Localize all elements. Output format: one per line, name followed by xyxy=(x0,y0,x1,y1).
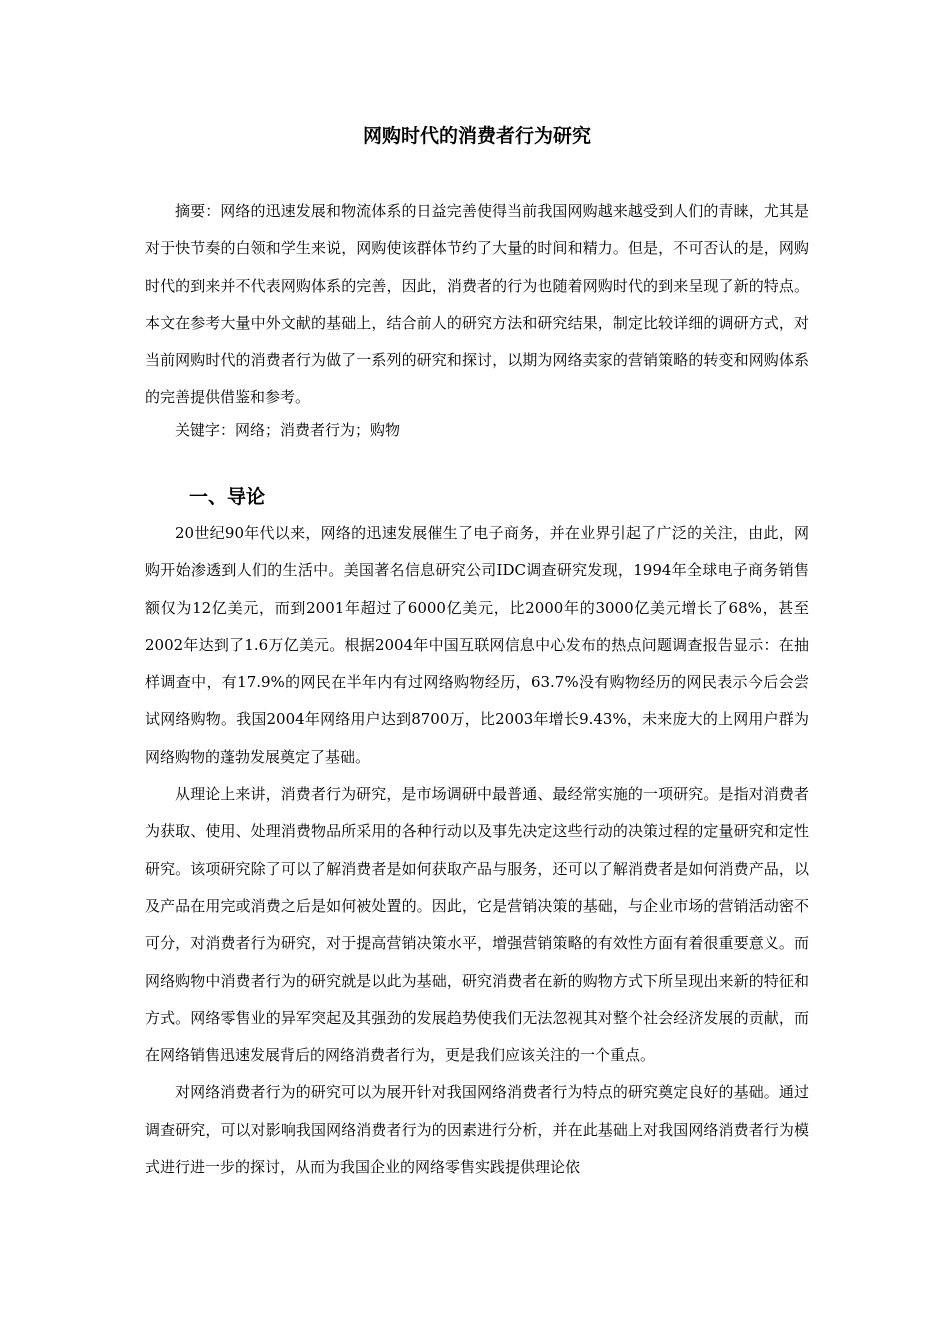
abstract-paragraph: 摘要：网络的迅速发展和物流体系的日益完善使得当前我国网购越来越受到人们的青睐，尤其是对于快节奏的白领和学生来说，网购使该群体节约了大量的时间和精力。但是，不可否认的是，网购时代的到来并不代表网购体系的完善，因此，消费者的行为也随着网购时代的到来呈现了新的特点。本文在参考大量中外文献的基础上，结合前人的研究方法和研究结果，制定比较详细的调研方式，对当前网购时代的消费者行为做了一系列的研究和探讨，以期为网络卖家的营销策略的转变和网购体系的完善提供借鉴和参考。 xyxy=(145,202,809,407)
document-title: 网购时代的消费者行为研究 xyxy=(362,125,591,147)
body-paragraph-2: 从理论上来讲，消费者行为研究，是市场调研中最普通、最经常实施的一项研究。是指对消费者为获取、使用、处理消费物品所采用的各种行动以及事先决定这些行动的决策过程的定量研究和定性研究。该项研究除了可以了解消费者是如何获取产品与服务，还可以了解消费者是如何消费产品，以及产品在用完或消费之后是如何被处置的。因此，它是营销决策的基础，与企业市场的营销活动密不可分，对消费者行为研究，对于提高营销决策水平，增强营销策略的有效性方面有着很重要意义。而网络购物中消费者行为的研究就是以此为基础，研究消费者在新的购物方式下所呈现出来新的特征和方式。网络零售业的异军突起及其强劲的发展趋势使我们无法忽视其对整个社会经济发展的贡献，而在网络销售迅速发展背后的网络消费者行为，更是我们应该关注的一个重点。 xyxy=(145,785,809,1065)
abstract-section xyxy=(145,193,809,417)
section-heading-introduction: 一、导论 xyxy=(189,486,266,508)
keywords-line: 关键字：网络；消费者行为；购物 xyxy=(175,421,401,439)
body-paragraph-3: 对网络消费者行为的研究可以为展开针对我国网络消费者行为特点的研究奠定良好的基础。通过调查研究，可以对影响我国网络消费者行为的因素进行分析，并在此基础上对我国网络消费者行为模式进行进一步的探讨，从而为我国企业的网络零售实践提供理论依 xyxy=(145,1083,809,1177)
body-paragraph-1: 20世纪90年代以来，网络的迅速发展催生了电子商务，并在业界引起了广泛的关注，由此，网购开始渗透到人们的生活中。美国著名信息研究公司IDC调查研究发现，1994年全球电子商务销售额仅为12亿美元，而到2001年超过了6000亿美元，比2000年的3000亿美元增长了68%，甚至2002年达到了1.6万亿美元。根据2004年中国互联网信息中心发布的热点问题调查报告显示：在抽样调查中，有17.9%的网民在半年内有过网络购物经历，63.7%没有购物经历的网民表示今后会尝试网络购物。我国2004年网络用户达到8700万，比2003年增长9.43%，未来庞大的上网用户群为网络购物的蓬勃发展奠定了基础。 xyxy=(145,524,809,766)
introduction-body xyxy=(145,515,809,1186)
